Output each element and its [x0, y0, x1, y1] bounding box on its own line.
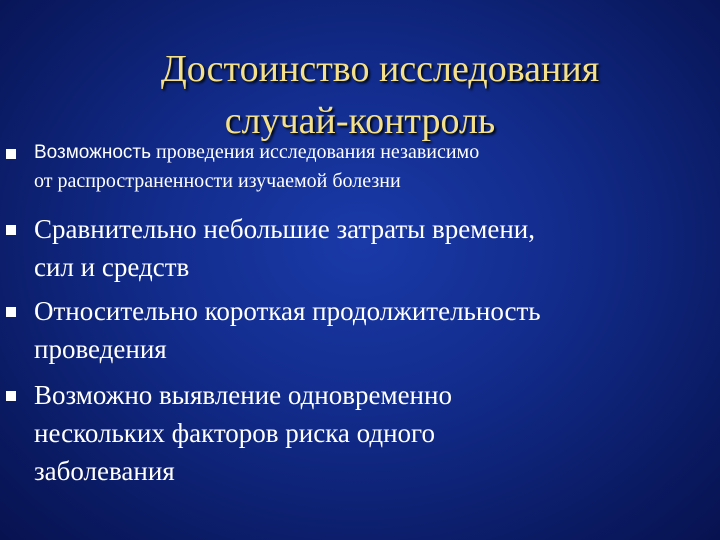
bullet-text-3 — [34, 292, 541, 368]
bullet-2-line-2: сил и средств — [34, 252, 190, 282]
slide-title — [0, 43, 720, 147]
bullet-text-2 — [34, 210, 535, 286]
bullet-4-line-1: Возможно выявление одновременно — [34, 380, 452, 410]
square-bullet-icon — [6, 225, 16, 235]
square-bullet-icon — [6, 149, 16, 159]
bullet-4-line-3: заболевания — [34, 456, 175, 486]
square-bullet-icon — [6, 391, 16, 401]
bullet-text-4 — [34, 376, 452, 490]
bullet-3-line-2: проведения — [34, 334, 167, 364]
bullet-3-line-1: Относительно короткая продолжительность — [34, 296, 541, 326]
slide-title-line-1: Достоинство исследования — [160, 48, 600, 91]
square-bullet-icon — [6, 307, 16, 317]
bullet-4-line-2: нескольких факторов риска одного — [34, 418, 435, 448]
slide-title-line-2: случай-контроль — [224, 100, 496, 143]
bullet-2-line-1: Сравнительно небольшие затраты времени, — [34, 214, 535, 244]
bullet-1-line-2: от распространенности изучаемой болезни — [34, 170, 401, 192]
bullet-1-line-1-rest: проведения исследования независимо — [151, 141, 480, 163]
bullet-1-first-word: Возможность — [34, 142, 152, 163]
bullet-text-1 — [34, 138, 479, 195]
